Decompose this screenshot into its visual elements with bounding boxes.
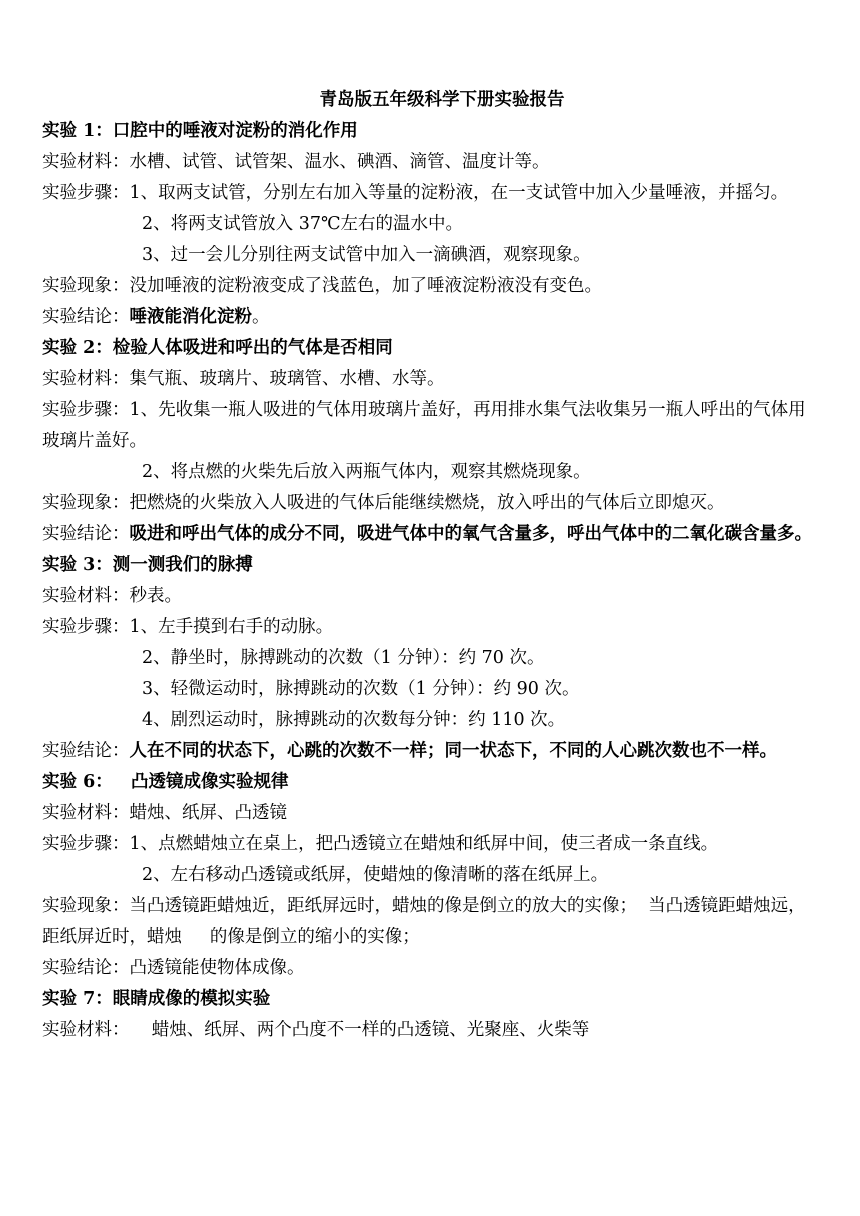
exp6-step-2: 2、左右移动凸透镜或纸屏，使蜡烛的像清晰的落在纸屏上。: [142, 865, 609, 885]
exp1-conclusion: 实验结论：唾液能消化淀粉。: [42, 307, 270, 327]
exp7-heading: 实验 7：眼睛成像的模拟实验: [42, 989, 271, 1009]
exp2-materials: 实验材料：集气瓶、玻璃片、玻璃管、水槽、水等。: [42, 369, 445, 389]
exp2-step-2: 2、将点燃的火柴先后放入两瓶气体内，观察其燃烧现象。: [142, 462, 591, 482]
exp1-step-2: 2、将两支试管放入 37℃左右的温水中。: [142, 214, 464, 234]
exp1-step-1: 实验步骤：1、取两支试管，分别左右加入等量的淀粉液，在一支试管中加入少量唾液，并摇匀。: [42, 183, 789, 203]
exp6-phenomenon: 实验现象：当凸透镜距蜡烛近，距纸屏远时，蜡烛的像是倒立的放大的实像； 当凸透镜距蜡烛远，距纸屏近时，蜡烛 的像是倒立的缩小的实像；: [42, 896, 806, 947]
exp3-conclusion: 实验结论：人在不同的状态下，心跳的次数不一样；同一状态下，不同的人心跳次数也不一样。: [42, 741, 777, 761]
exp3-step-4: 4、剧烈运动时，脉搏跳动的次数每分钟：约 110 次。: [142, 710, 566, 730]
exp6-step-1: 实验步骤：1、点燃蜡烛立在桌上，把凸透镜立在蜡烛和纸屏中间，使三者成一条直线。: [42, 834, 719, 854]
document-title: 青岛版五年级科学下册实验报告: [319, 90, 565, 110]
exp3-step-1: 实验步骤：1、左手摸到右手的动脉。: [42, 617, 334, 637]
exp3-heading: 实验 3：测一测我们的脉搏: [42, 555, 253, 575]
exp1-materials: 实验材料：水槽、试管、试管架、温水、碘酒、滴管、温度计等。: [42, 152, 550, 172]
exp6-conclusion: 实验结论：凸透镜能使物体成像。: [42, 958, 305, 978]
exp7-materials: 实验材料： 蜡烛、纸屏、两个凸度不一样的凸透镜、光聚座、火柴等: [42, 1020, 590, 1040]
exp2-phenomenon: 实验现象：把燃烧的火柴放入人吸进的气体后能继续燃烧，放入呼出的气体后立即熄灭。: [42, 493, 725, 513]
exp1-phenomenon: 实验现象：没加唾液的淀粉液变成了浅蓝色，加了唾液淀粉液没有变色。: [42, 276, 602, 296]
exp6-materials: 实验材料：蜡烛、纸屏、凸透镜: [42, 803, 287, 823]
exp3-materials: 实验材料：秒表。: [42, 586, 182, 606]
exp1-heading: 实验 1：口腔中的唾液对淀粉的消化作用: [42, 121, 358, 141]
exp2-step-1: 实验步骤：1、先收集一瓶人吸进的气体用玻璃片盖好，再用排水集气法收集另一瓶人呼出的气体用玻璃片盖好。: [42, 400, 806, 451]
exp2-conclusion: 实验结论：吸进和呼出气体的成分不同，吸进气体中的氧气含量多，呼出气体中的二氧化碳含量多。: [42, 524, 812, 544]
exp1-step-3: 3、过一会儿分别往两支试管中加入一滴碘酒，观察现象。: [142, 245, 591, 265]
document-page: [42, 84, 822, 1046]
exp3-step-3: 3、轻微运动时，脉搏跳动的次数（1 分钟）：约 90 次。: [142, 679, 580, 699]
exp3-step-2: 2、静坐时，脉搏跳动的次数（1 分钟）：约 70 次。: [142, 648, 545, 668]
exp6-heading: 实验 6： 凸透镜成像实验规律: [42, 772, 289, 792]
exp2-heading: 实验 2：检验人体吸进和呼出的气体是否相同: [42, 338, 393, 358]
